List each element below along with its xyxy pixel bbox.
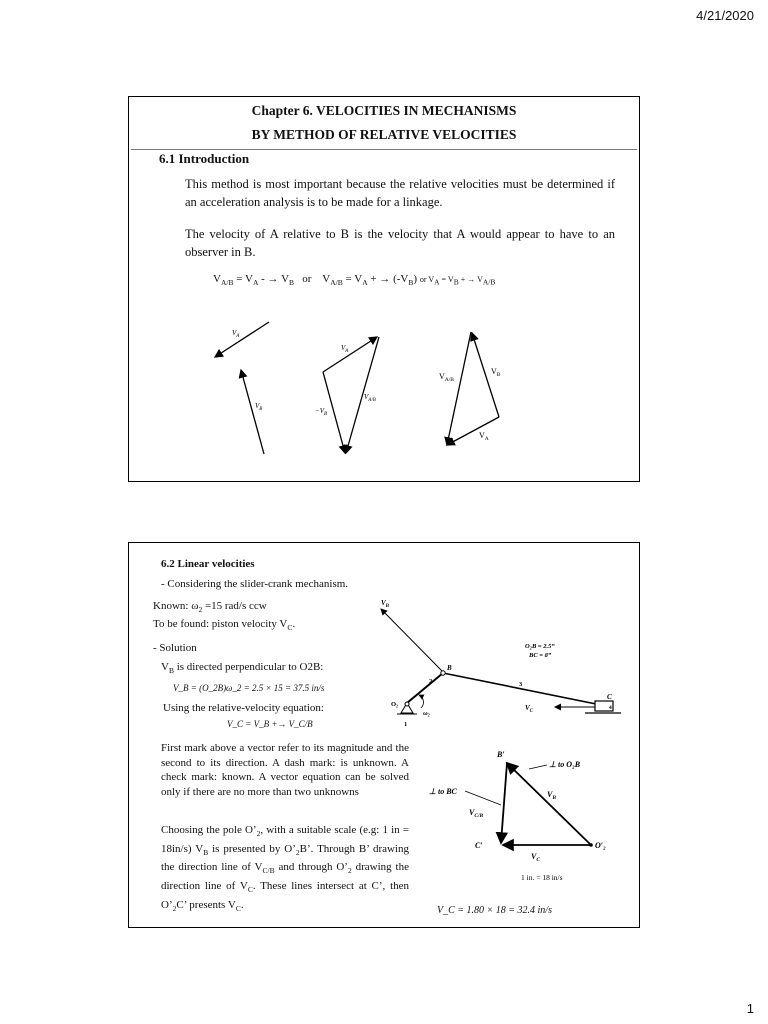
title-line-1: Chapter 6. VELOCITIES IN MECHANISMS: [251, 103, 517, 118]
joint-b: [441, 671, 445, 675]
label-link-3: 3: [519, 681, 523, 688]
result-formula: V_C = 1.80 × 18 = 32.4 in/s: [437, 905, 552, 916]
vb-direction-line: $V_B$ is directed perpendicular to O2B:: [161, 661, 324, 676]
label-dims-2: BC = 8”: [529, 652, 552, 659]
slider-crank-mechanism: [381, 599, 621, 728]
section-heading-6-1: 6.1 Introduction: [159, 151, 250, 166]
mechanism-diagrams: [129, 543, 641, 929]
intro-paragraph-1: This method is most important because the relative velocities must be determined if an acceleration analysis is to be made for a linkage.: [185, 177, 615, 209]
slide-2: [128, 542, 640, 928]
label-perp-bc: ⊥ to BC: [429, 787, 457, 796]
slide-1: [128, 96, 640, 482]
label-link-4: 4: [609, 705, 612, 711]
vector-vb-left: [241, 370, 264, 454]
omega2-arc: [419, 695, 423, 708]
velocity-polygon: [429, 750, 606, 882]
label-scale: 1 in. = 18 in/s: [521, 873, 563, 882]
label-vb-polygon: $V_B$: [547, 790, 557, 801]
vector-equation: V_C = V_B +→ V_C/B: [227, 719, 313, 729]
vector-va-left: [215, 322, 269, 357]
vector-vab-right: [447, 332, 471, 445]
vector-va-right: [447, 417, 499, 445]
polygon-vb-line: [507, 763, 591, 845]
label-perp-o2b: ⊥ to O₂B: [549, 760, 581, 769]
label-vab-mid: $V_{A/B}$: [364, 393, 376, 403]
label-vc-polygon: $V_C$: [531, 852, 541, 863]
label-vc-mech: $V_C$: [525, 704, 534, 714]
relative-velocity-equation: $V_{A/B} = V_A$ - → $V_B$ or $V_{A/B} = V_A$ + → $(-V_B)$ or $V_A = V_B$ + → $V_{A/B}$: [213, 273, 496, 288]
label-dims-1: O₂B = 2.5”: [525, 643, 555, 650]
label-va-left: $V_A$: [232, 329, 240, 339]
label-link-1: 1: [404, 721, 408, 728]
label-vab-right: $V_{A/B}$: [439, 372, 454, 383]
polygon-vcb-line: [501, 763, 507, 843]
connecting-rod-3: [443, 673, 601, 705]
known-line: Known: $\omega_2 =15$ rad/s ccw: [153, 600, 267, 615]
marks-paragraph: First mark above a vector refer to its magnitude and the second to its direction. A dash mark: is unknown. A check mark: known. A vector equation can be solved only if there are no more than two unknowns: [161, 742, 409, 798]
section-heading-6-2: 6.2 Linear velocities: [161, 558, 255, 570]
title-line-2: BY METHOD OF RELATIVE VELOCITIES: [251, 127, 517, 142]
intro-paragraph-2: The velocity of A relative to B is the velocity that A would appear to have to an observer in B.: [185, 227, 615, 259]
label-cprime: C′: [475, 841, 483, 850]
label-vcb-polygon: $V_{C/B}$: [469, 808, 484, 819]
pole-paragraph: Choosing the pole $O’_2$, with a suitable scale (e.g: 1 in = 18in/s) $V_B$ is presented by $O’_2B$’. Through B’ drawing the direction line of $V_{C/B}$ and through $O’_2$ drawing the direction line of $V_C$. These lines intersect at C’, then $O’_2C$’ presents $V_C$.: [161, 824, 410, 913]
label-vb-mech: $V_B$: [381, 599, 390, 609]
considering-line: - Considering the slider-crank mechanism.: [161, 578, 349, 590]
page-number: 1: [746, 1001, 754, 1016]
label-o2prime: O′₂: [595, 841, 606, 850]
using-equation-line: Using the relative-velocity equation:: [163, 702, 324, 714]
label-va-right: $V_A$: [479, 431, 489, 442]
date-stamp: 4/21/2020: [696, 8, 754, 23]
label-link-2: 2: [429, 678, 433, 685]
vector-diagrams: [129, 97, 641, 483]
vb-formula: V_B = (O_2B)ω_2 = 2.5 × 15 = 37.5 in/s: [173, 683, 325, 693]
label-omega2: ω₂: [423, 710, 430, 717]
solution-line: - Solution: [153, 642, 197, 654]
label-b: B: [447, 664, 452, 672]
label-vb-right: $V_B$: [491, 367, 501, 378]
label-c: C: [607, 693, 612, 701]
label-minus-vb-mid: $-V_B$: [315, 407, 328, 417]
label-va-mid: $V_A$: [341, 344, 349, 354]
label-vb-left: $V_B$: [255, 402, 263, 412]
crank-link-2: [407, 673, 443, 703]
velocity-vb-line: [381, 609, 443, 672]
to-be-found-line: To be found: piston velocity $V_C$.: [153, 618, 296, 633]
vector-va-mid: [323, 337, 377, 372]
label-o2: O₂: [391, 701, 399, 708]
label-bprime: B′: [497, 750, 505, 759]
